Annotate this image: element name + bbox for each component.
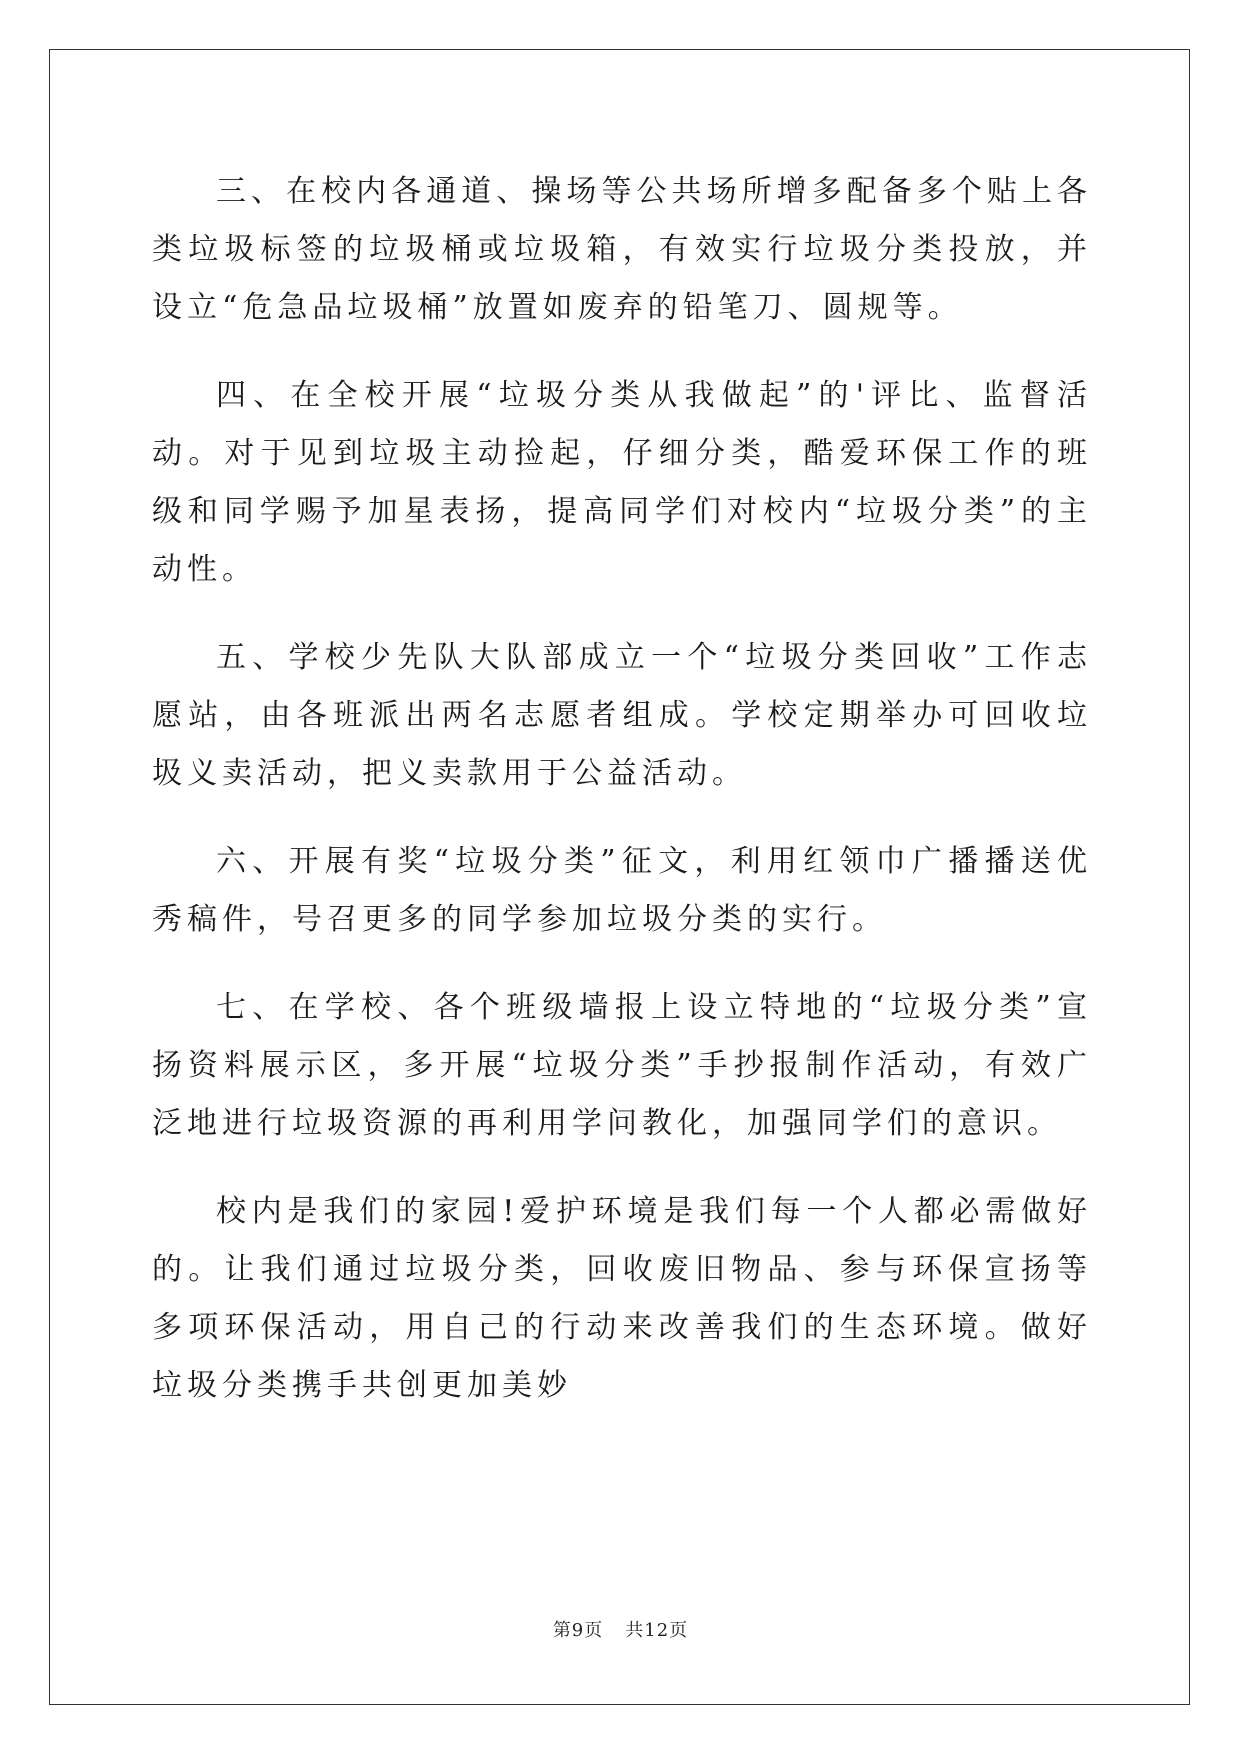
paragraph-closing: 校内是我们的家园!爱护环境是我们每一个人都必需做好的。让我们通过垃圾分类，回收废旧物品、参与环保宣扬等多项环保活动，用自己的行动来改善我们的生态环境。做好垃圾分类携手共创更加美妙 [152,1194,1092,1403]
paragraph-5: 五、学校少先队大队部成立一个“垃圾分类回收”工作志愿站，由各班派出两名志愿者组成。学校定期举办可回收垃圾义卖活动，把义卖款用于公益活动。 [152,640,1092,791]
paragraph-3: 三、在校内各通道、操场等公共场所增多配备多个贴上各类垃圾标签的垃圾桶或垃圾箱，有效实行垃圾分类投放，并设立“危急品垃圾桶”放置如废弃的铅笔刀、圆规等。 [152,174,1092,325]
paragraph-7: 七、在学校、各个班级墙报上设立特地的“垃圾分类”宣扬资料展示区，多开展“垃圾分类”手抄报制作活动，有效广泛地进行垃圾资源的再利用学问教化，加强同学们的意识。 [152,990,1092,1141]
page-total: 共12页 [625,1620,689,1641]
page-footer [0,1616,1241,1642]
document-body [152,163,1092,1415]
paragraph-4: 四、在全校开展“垃圾分类从我做起”的'评比、监督活动。对于见到垃圾主动捡起，仔细分类，酷爱环保工作的班级和同学赐予加星表扬，提高同学们对校内“垃圾分类”的主动性。 [152,378,1092,587]
page-number: 第9页 [552,1620,604,1641]
paragraph-6: 六、开展有奖“垃圾分类”征文，利用红领巾广播播送优秀稿件，号召更多的同学参加垃圾分类的实行。 [152,844,1092,937]
